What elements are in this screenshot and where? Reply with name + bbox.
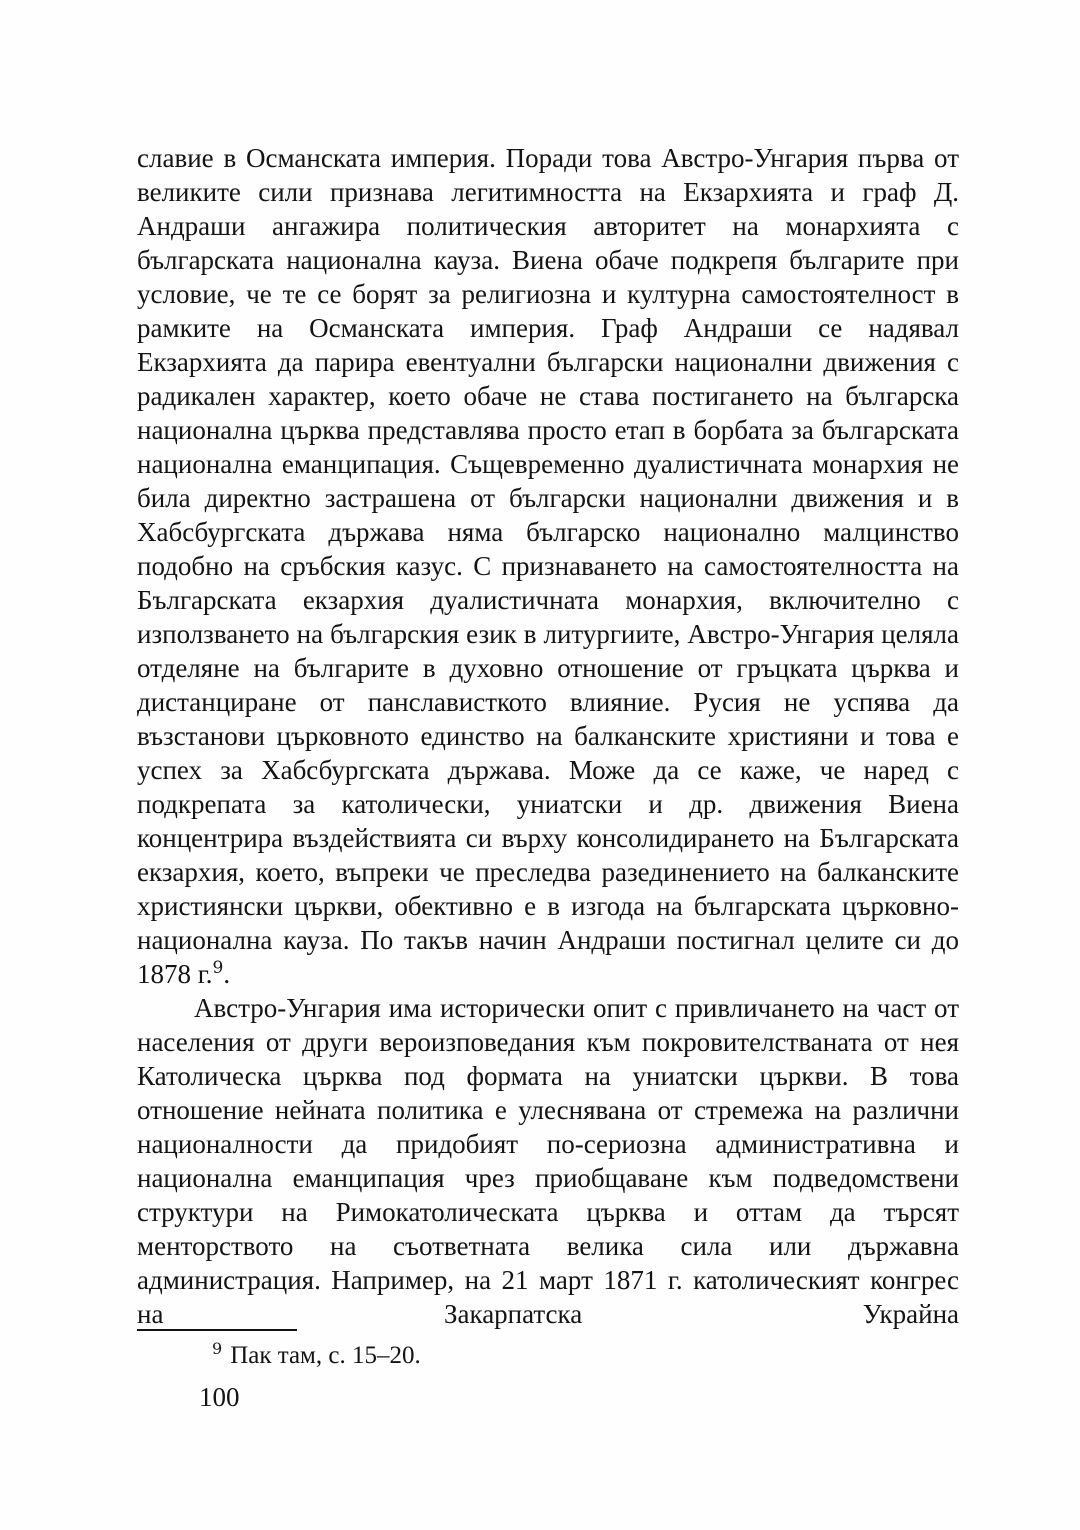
paragraph bbox=[137, 991, 959, 1331]
page-number: 100 bbox=[199, 1382, 240, 1412]
footnote-text: Пак там, с. 15–20. bbox=[230, 1342, 421, 1369]
paragraph bbox=[137, 141, 959, 991]
footnote-separator-rule bbox=[137, 1329, 297, 1331]
paragraph-text: . bbox=[223, 959, 231, 989]
body-text-block bbox=[137, 141, 959, 1331]
footnote-marker: 9 bbox=[212, 1338, 223, 1358]
paragraph-text: славие в Османската империя. Поради това Австро-Унгария първа от великите сили признава легитимността на Екзархията и граф Д. Андраши ангажира политическия авторитет на монархията с българската национална кауза. Виена обаче подкрепя българите при условие, че те се борят за религиозна и културна самостоятелност в рамките на Османската империя. Граф Андраши се надявал Екзархията да парира евентуални български национални движения с радикален характер, което обаче не става постигането на българска национална църква представлява просто етап в борбата за българската национална еманципация. Същевременно дуалистичната монархия не била директно застрашена от български национални движения и в Хабсбургската държава няма българско национално малцинство подобно на сръбския казус. С признаването на самостоятелността на Българската екзархия дуалистичната монархия, включително с използването на българския език в литургиите, Австро-Унгария целяла отделяне на българите в духовно отношение от гръцката църква и дистанциране от панслависткото влияние. Русия не успява да възстанови църковното единство на балканските християни и това е успех за Хабсбургската държава. Може да се каже, че наред с подкрепата за католически, униатски и др. движения Виена концентрира въздействията си върху консолидирането на Българската екзархия, което, въпреки че преследва разединението на балканските християнски църкви, обективно е в изгода на българската църковно-национална кауза. По такъв начин Андраши постигнал целите си до 1878 г. bbox=[137, 143, 959, 989]
footnote-reference: 9 bbox=[212, 958, 224, 978]
footnote bbox=[137, 1340, 959, 1371]
paragraph-text: Австро-Унгария има исторически опит с привличането на част от населения от други вероизповедания към покровителстваната от нея Католическа църква под формата на униатски църкви. В това отношение нейната политика е улеснявана от стремежа на различни националности да придобият по-сериозна административна и национална еманципация чрез приобщаване към подведомствени структури на Римокатолическата църква и оттам да търсят менторството на съответната велика сила или държавна администрация. Например, на 21 март 1871 г. католическият конгрес на Закарпатска Украйна bbox=[137, 993, 959, 1329]
